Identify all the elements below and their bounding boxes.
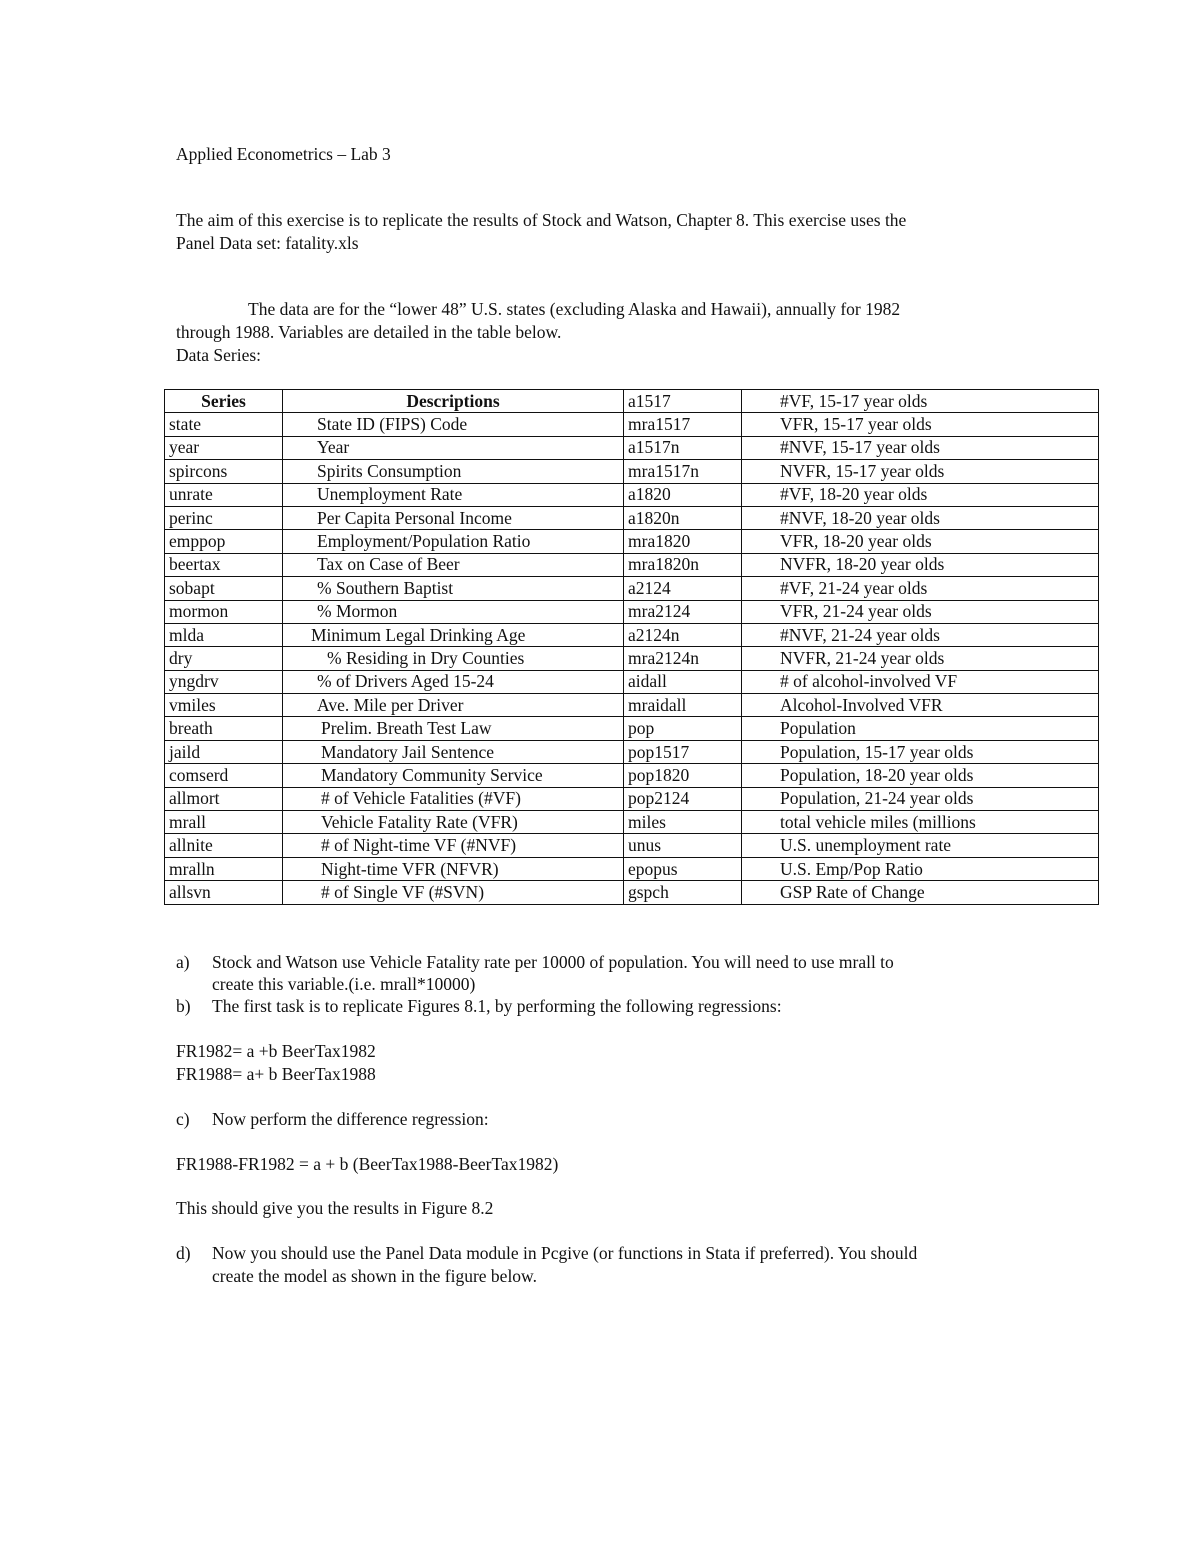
series-cell: yngdrv	[165, 670, 283, 693]
table-row	[165, 670, 1099, 693]
series-code-cell: mra1820n	[624, 553, 742, 576]
description-cell: State ID (FIPS) Code	[283, 413, 624, 436]
task-c-marker: c)	[176, 1109, 190, 1129]
series-cell: mormon	[165, 600, 283, 623]
table-row	[165, 577, 1099, 600]
series-code-description-cell: #NVF, 21-24 year olds	[742, 623, 1099, 646]
series-code-description-cell: NVFR, 21-24 year olds	[742, 647, 1099, 670]
series-cell: state	[165, 413, 283, 436]
series-code-cell: mra1820	[624, 530, 742, 553]
series-code-cell: a1517n	[624, 436, 742, 459]
series-code-description-cell: #NVF, 18-20 year olds	[742, 506, 1099, 529]
task-d	[176, 1242, 917, 1264]
description-line-1: The data are for the “lower 48” U.S. states (excluding Alaska and Hawaii), annually for 1982	[248, 299, 901, 319]
series-cell: mlda	[165, 623, 283, 646]
description-cell: # of Night-time VF (#NVF)	[283, 834, 624, 857]
task-b-marker: b)	[176, 996, 191, 1016]
description-cell: Prelim. Breath Test Law	[283, 717, 624, 740]
data-series-label: Data Series:	[176, 345, 262, 365]
series-cell: emppop	[165, 530, 283, 553]
description-line-2: through 1988. Variables are detailed in the table below.	[176, 322, 562, 342]
task-a-text-line-2: create this variable.(i.e. mrall*10000)	[212, 974, 476, 994]
series-code-description-cell: Alcohol-Involved VFR	[742, 694, 1099, 717]
description-cell: # of Single VF (#SVN)	[283, 881, 624, 904]
table-row	[165, 530, 1099, 553]
table-row	[165, 506, 1099, 529]
intro-line-2: Panel Data set: fatality.xls	[176, 233, 359, 253]
intro-line-1: The aim of this exercise is to replicate the results of Stock and Watson, Chapter 8. This exercise uses the	[176, 210, 907, 230]
description-cell: Year	[283, 436, 624, 459]
header-descriptions: Descriptions	[283, 390, 624, 413]
table-row	[165, 787, 1099, 810]
task-c-text: Now perform the difference regression:	[212, 1109, 489, 1129]
series-cell: beertax	[165, 553, 283, 576]
table-row	[165, 881, 1099, 904]
series-code-cell: a1820n	[624, 506, 742, 529]
document-title: Applied Econometrics – Lab 3	[176, 144, 391, 164]
series-code-description-cell: #VF, 21-24 year olds	[742, 577, 1099, 600]
table-header-row	[165, 390, 1099, 413]
series-code-description-cell: VFR, 18-20 year olds	[742, 530, 1099, 553]
table-row	[165, 623, 1099, 646]
series-code-description-cell: Population, 15-17 year olds	[742, 740, 1099, 763]
description-cell: % Residing in Dry Counties	[283, 647, 624, 670]
series-code-description-cell: Population, 18-20 year olds	[742, 764, 1099, 787]
data-series-table	[164, 389, 1099, 905]
series-code-description-cell: #VF, 18-20 year olds	[742, 483, 1099, 506]
header-cell-3: a1517	[624, 390, 742, 413]
figure-note: This should give you the results in Figure 8.2	[176, 1198, 494, 1218]
description-cell: Minimum Legal Drinking Age	[283, 623, 624, 646]
series-code-description-cell: NVFR, 18-20 year olds	[742, 553, 1099, 576]
description-cell: Vehicle Fatality Rate (VFR)	[283, 811, 624, 834]
series-cell: comserd	[165, 764, 283, 787]
table-row	[165, 553, 1099, 576]
series-cell: year	[165, 436, 283, 459]
table-row	[165, 717, 1099, 740]
description-cell: Mandatory Community Service	[283, 764, 624, 787]
series-code-cell: mra2124	[624, 600, 742, 623]
table-row	[165, 740, 1099, 763]
series-code-description-cell: VFR, 15-17 year olds	[742, 413, 1099, 436]
table-row	[165, 436, 1099, 459]
series-code-cell: a2124n	[624, 623, 742, 646]
series-cell: unrate	[165, 483, 283, 506]
series-code-cell: a1820	[624, 483, 742, 506]
series-code-description-cell: U.S. Emp/Pop Ratio	[742, 857, 1099, 880]
table-body	[165, 413, 1099, 904]
description-cell: Tax on Case of Beer	[283, 553, 624, 576]
series-code-cell: epopus	[624, 857, 742, 880]
series-cell: allmort	[165, 787, 283, 810]
series-code-cell: mraidall	[624, 694, 742, 717]
description-cell: % of Drivers Aged 15-24	[283, 670, 624, 693]
series-code-cell: pop2124	[624, 787, 742, 810]
series-cell: mralln	[165, 857, 283, 880]
series-code-cell: a2124	[624, 577, 742, 600]
description-cell: Per Capita Personal Income	[283, 506, 624, 529]
series-code-description-cell: Population	[742, 717, 1099, 740]
series-cell: sobapt	[165, 577, 283, 600]
series-code-description-cell: U.S. unemployment rate	[742, 834, 1099, 857]
series-cell: spircons	[165, 460, 283, 483]
task-a	[176, 951, 894, 973]
series-code-description-cell: NVFR, 15-17 year olds	[742, 460, 1099, 483]
series-code-description-cell: total vehicle miles (millions	[742, 811, 1099, 834]
series-cell: perinc	[165, 506, 283, 529]
header-series: Series	[165, 390, 283, 413]
series-cell: allsvn	[165, 881, 283, 904]
task-d-text-line-1: Now you should use the Panel Data module in Pcgive (or functions in Stata if preferred). You should	[212, 1243, 918, 1263]
series-code-cell: pop1517	[624, 740, 742, 763]
description-cell: Ave. Mile per Driver	[283, 694, 624, 717]
table-row	[165, 483, 1099, 506]
series-code-description-cell: #NVF, 15-17 year olds	[742, 436, 1099, 459]
task-d-text-line-2: create the model as shown in the figure below.	[212, 1266, 537, 1286]
task-b	[176, 995, 782, 1017]
task-b-text: The first task is to replicate Figures 8.1, by performing the following regressions:	[212, 996, 782, 1016]
description-cell: Mandatory Jail Sentence	[283, 740, 624, 763]
series-code-description-cell: # of alcohol-involved VF	[742, 670, 1099, 693]
description-cell: Employment/Population Ratio	[283, 530, 624, 553]
table-row	[165, 647, 1099, 670]
series-code-cell: mra1517	[624, 413, 742, 436]
series-cell: vmiles	[165, 694, 283, 717]
series-cell: dry	[165, 647, 283, 670]
series-code-description-cell: Population, 21-24 year olds	[742, 787, 1099, 810]
equation-1982: FR1982= a +b BeerTax1982	[176, 1041, 376, 1061]
table-row	[165, 857, 1099, 880]
series-cell: mrall	[165, 811, 283, 834]
table-row	[165, 811, 1099, 834]
description-cell: % Mormon	[283, 600, 624, 623]
header-cell-4: #VF, 15-17 year olds	[742, 390, 1099, 413]
table-row	[165, 694, 1099, 717]
series-code-cell: pop1820	[624, 764, 742, 787]
description-cell: % Southern Baptist	[283, 577, 624, 600]
series-code-description-cell: VFR, 21-24 year olds	[742, 600, 1099, 623]
table-row	[165, 600, 1099, 623]
table-row	[165, 413, 1099, 436]
table-row	[165, 460, 1099, 483]
series-code-cell: aidall	[624, 670, 742, 693]
series-code-cell: mra2124n	[624, 647, 742, 670]
task-a-text-line-1: Stock and Watson use Vehicle Fatality rate per 10000 of population. You will need to use mrall to	[212, 952, 894, 972]
series-code-cell: unus	[624, 834, 742, 857]
task-d-marker: d)	[176, 1243, 191, 1263]
task-c	[176, 1108, 489, 1130]
description-cell: # of Vehicle Fatalities (#VF)	[283, 787, 624, 810]
description-cell: Spirits Consumption	[283, 460, 624, 483]
table-row	[165, 834, 1099, 857]
series-code-cell: mra1517n	[624, 460, 742, 483]
series-cell: allnite	[165, 834, 283, 857]
series-code-cell: pop	[624, 717, 742, 740]
series-code-description-cell: GSP Rate of Change	[742, 881, 1099, 904]
task-a-marker: a)	[176, 952, 190, 972]
description-cell: Unemployment Rate	[283, 483, 624, 506]
equation-1988: FR1988= a+ b BeerTax1988	[176, 1064, 376, 1084]
series-code-cell: miles	[624, 811, 742, 834]
series-cell: breath	[165, 717, 283, 740]
series-code-cell: gspch	[624, 881, 742, 904]
equation-difference: FR1988-FR1982 = a + b (BeerTax1988-BeerTax1982)	[176, 1154, 559, 1174]
series-cell: jaild	[165, 740, 283, 763]
table-row	[165, 764, 1099, 787]
description-cell: Night-time VFR (NFVR)	[283, 857, 624, 880]
